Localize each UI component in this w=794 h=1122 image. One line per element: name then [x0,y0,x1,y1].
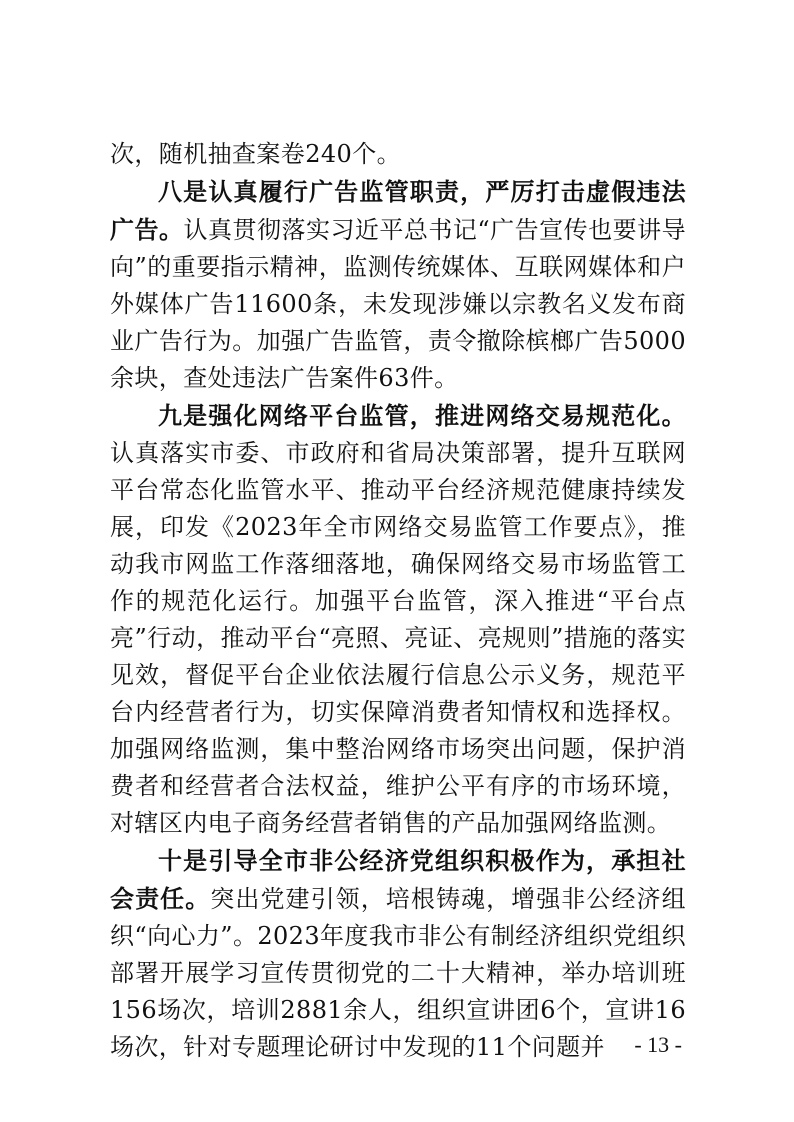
body-text [110,136,686,1066]
paragraph-lead: 九是强化网络平台监管，推进网络交易规范化。 [158,401,686,430]
paragraph-lead: 八是认真履行广告监管职责，严厉打击虚假违法广告。 [110,177,686,244]
paragraph-body: 突出党建引领，培根铸魂，增强非公经济组织“向心力”。2023年度我市非公有制经济组织党组织部署开展学习宣传贯彻党的二十大精神，举办培训班156场次，培训2881余人，组织宣讲团6个，宣讲16场次，针对专题理论研讨中发现的11个问题并 [110,885,687,1061]
paragraph-body: 次，随机抽查案卷240个。 [110,140,402,168]
paragraph-party-organizations [110,842,686,1066]
paragraph-body: 认真贯彻落实习近平总书记“广告宣传也要讲导向”的重要指示精神，监测传统媒体、互联网媒体和户外媒体广告11600条，未发现涉嫌以宗教名义发布商业广告行为。加强广告监管，责令撤除槟榔广告5000余块，查处违法广告案件63件。 [110,216,687,392]
paragraph-advertising [110,173,686,397]
paragraph-continuation [110,136,686,173]
paragraph-body: 认真落实市委、市政府和省局决策部署，提升互联网平台常态化监管水平、推动平台经济规范健康持续发展，印发《2023年全市网络交易监管工作要点》，推动我市网监工作落细落地，确保网络交易市场监管工作的规范化运行。加强平台监管，深入推进“平台点亮”行动，推动平台“亮照、亮证、亮规则”措施的落实见效，督促平台企业依法履行信息公示义务，规范平台内经营者行为，切实保障消费者知情权和选择权。加强网络监测，集中整治网络市场突出问题，保护消费者和经营者合法权益，维护公平有序的市场环境，对辖区内电子商务经营者销售的产品加强网络监测。 [110,439,686,837]
page-number: - 13 - [634,1032,682,1057]
paragraph-lead: 十是引导全市非公经济党组织积极作为，承担社会责任。 [110,846,686,913]
paragraph-online-platforms [110,397,686,842]
